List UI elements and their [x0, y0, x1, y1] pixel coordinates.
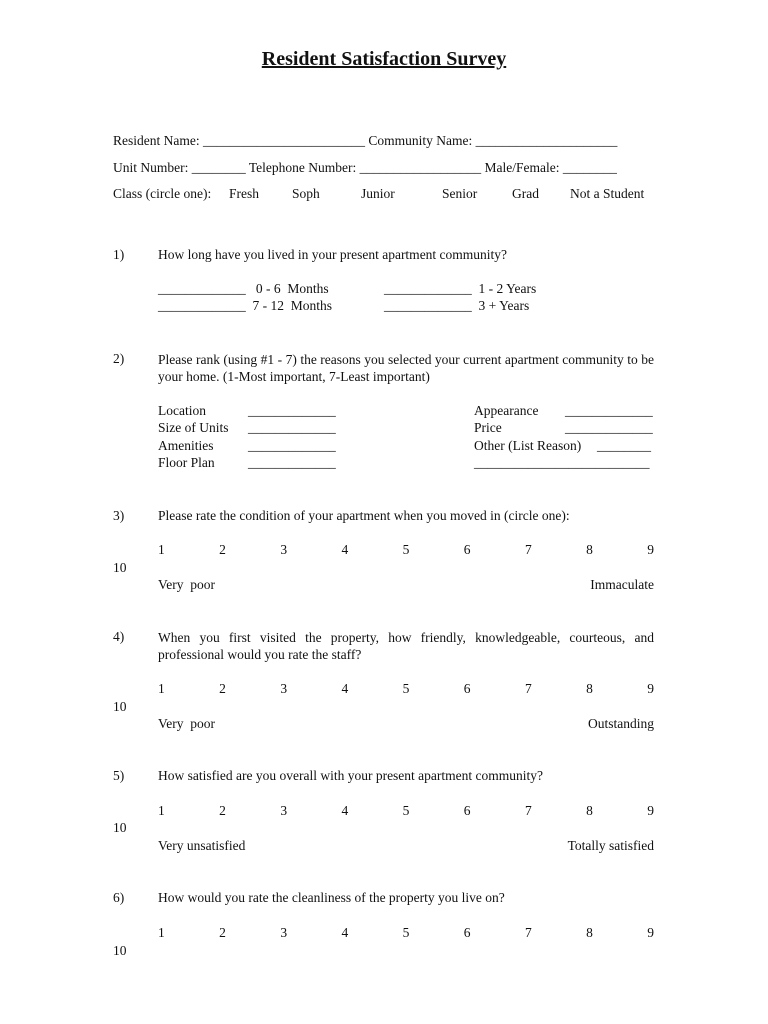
q2-other-label: Other (List Reason): [474, 438, 582, 453]
question-3-text: Please rate the condition of your apartment when you moved in (circle one):: [158, 508, 570, 523]
question-3-number: 3): [113, 508, 125, 523]
q5-rating-9[interactable]: 9: [647, 803, 654, 818]
question-6-text: How would you rate the cleanliness of the property you live on?: [158, 890, 505, 905]
q6-rating-3[interactable]: 3: [280, 925, 288, 940]
q2-size-blank: _____________: [248, 420, 336, 435]
q2-amenities-label: Amenities: [158, 438, 214, 453]
q5-rating-2[interactable]: 2: [219, 803, 226, 818]
q3-high-label: Immaculate: [590, 577, 654, 592]
question-1-text: How long have you lived in your present apartment community?: [158, 247, 508, 262]
q4-rating-1[interactable]: 1: [158, 681, 165, 696]
q5-rating-10[interactable]: 10: [113, 820, 127, 835]
class-option-fresh: Fresh: [229, 186, 259, 201]
q2-amenities-blank: _____________: [248, 438, 336, 453]
question-2-text: Please rank (using #1 - 7) the reasons you selected your current apartment community to be your home. (1-Most important, 7-Least important): [158, 352, 654, 384]
q2-price-label: Price: [474, 420, 502, 435]
q2-appearance-label: Appearance: [474, 403, 539, 418]
class-option-grad: Grad: [512, 186, 539, 201]
q6-rating-9[interactable]: 9: [647, 925, 654, 940]
question-5-text: How satisfied are you overall with your present apartment community?: [158, 768, 544, 783]
q4-rating-2[interactable]: 2: [219, 681, 226, 696]
q4-rating-8[interactable]: 8: [586, 681, 593, 696]
question-5-number: 5): [113, 768, 125, 783]
q4-rating-10[interactable]: 10: [113, 699, 127, 714]
q6-rating-7[interactable]: 7: [524, 925, 532, 940]
q4-rating-9[interactable]: 9: [647, 681, 654, 696]
q5-rating-5[interactable]: 5: [402, 803, 410, 818]
class-option-junior: Junior: [361, 186, 395, 201]
class-option-senior: Senior: [442, 186, 478, 201]
question-4-text: When you first visited the property, how friendly, knowledgeable, courteous, and professional would you rate the staff?: [158, 630, 654, 662]
q6-rating-2[interactable]: 2: [219, 925, 226, 940]
q3-rating-5[interactable]: 5: [402, 542, 410, 557]
unit-phone-gender-line: Unit Number: ________ Telephone Number: __________________ Male/Female: ________: [113, 160, 617, 175]
q3-rating-scale: [158, 542, 654, 558]
q4-rating-4[interactable]: 4: [341, 681, 349, 696]
q3-rating-9[interactable]: 9: [647, 542, 654, 557]
q4-rating-7[interactable]: 7: [524, 681, 532, 696]
q2-size-label: Size of Units: [158, 420, 229, 435]
question-1-number: 1): [113, 247, 125, 262]
class-label: Class (circle one):: [113, 186, 212, 201]
q6-rating-10[interactable]: 10: [113, 943, 127, 958]
q5-rating-8[interactable]: 8: [586, 803, 593, 818]
q2-other-reason-blank: __________________________: [474, 455, 650, 470]
q2-floorplan-blank: _____________: [248, 455, 336, 470]
q3-rating-7[interactable]: 7: [524, 542, 532, 557]
q5-low-label: Very unsatisfied: [158, 838, 246, 853]
q2-price-blank: _____________: [565, 420, 653, 435]
question-4-number: 4): [113, 629, 125, 644]
q3-rating-2[interactable]: 2: [219, 542, 226, 557]
q4-rating-3[interactable]: 3: [280, 681, 288, 696]
q4-rating-scale: [158, 681, 654, 697]
class-option-soph: Soph: [292, 186, 320, 201]
q2-floorplan-label: Floor Plan: [158, 455, 215, 470]
q3-rating-1[interactable]: 1: [158, 542, 165, 557]
q6-rating-1[interactable]: 1: [158, 925, 165, 940]
q3-rating-3[interactable]: 3: [280, 542, 288, 557]
q4-rating-6[interactable]: 6: [463, 681, 471, 696]
q3-rating-10[interactable]: 10: [113, 560, 127, 575]
q2-other-blank: ________: [597, 438, 651, 453]
q3-rating-4[interactable]: 4: [341, 542, 349, 557]
q5-rating-3[interactable]: 3: [280, 803, 288, 818]
q3-low-label: Very poor: [158, 577, 215, 592]
q5-rating-7[interactable]: 7: [524, 803, 532, 818]
q4-high-label: Outstanding: [588, 716, 654, 731]
question-2-number: 2): [113, 351, 125, 366]
class-option-not-student: Not a Student: [570, 186, 645, 201]
q6-rating-6[interactable]: 6: [463, 925, 471, 940]
q2-location-label: Location: [158, 403, 206, 418]
q6-rating-8[interactable]: 8: [586, 925, 593, 940]
q6-rating-4[interactable]: 4: [341, 925, 349, 940]
question-6-number: 6): [113, 890, 125, 905]
q5-rating-6[interactable]: 6: [463, 803, 471, 818]
page-title: Resident Satisfaction Survey: [261, 48, 507, 70]
q4-low-label: Very poor: [158, 716, 215, 731]
q3-rating-6[interactable]: 6: [463, 542, 471, 557]
q1-option-3-plus-years: _____________ 3 + Years: [384, 298, 530, 313]
q1-option-0-6-months: _____________ 0 - 6 Months: [158, 281, 329, 296]
resident-community-line: Resident Name: ________________________ Community Name: _____________________: [113, 133, 618, 148]
q3-rating-8[interactable]: 8: [586, 542, 593, 557]
q2-appearance-blank: _____________: [565, 403, 653, 418]
q5-rating-1[interactable]: 1: [158, 803, 165, 818]
q5-high-label: Totally satisfied: [567, 838, 654, 853]
q1-option-1-2-years: _____________ 1 - 2 Years: [384, 281, 537, 296]
q6-rating-5[interactable]: 5: [402, 925, 410, 940]
q4-rating-5[interactable]: 5: [402, 681, 410, 696]
q2-location-blank: _____________: [248, 403, 336, 418]
q1-option-7-12-months: _____________ 7 - 12 Months: [158, 298, 333, 313]
class-line: [113, 186, 211, 202]
q5-rating-scale: [158, 803, 654, 819]
q5-rating-4[interactable]: 4: [341, 803, 349, 818]
q6-rating-scale: [158, 925, 654, 941]
